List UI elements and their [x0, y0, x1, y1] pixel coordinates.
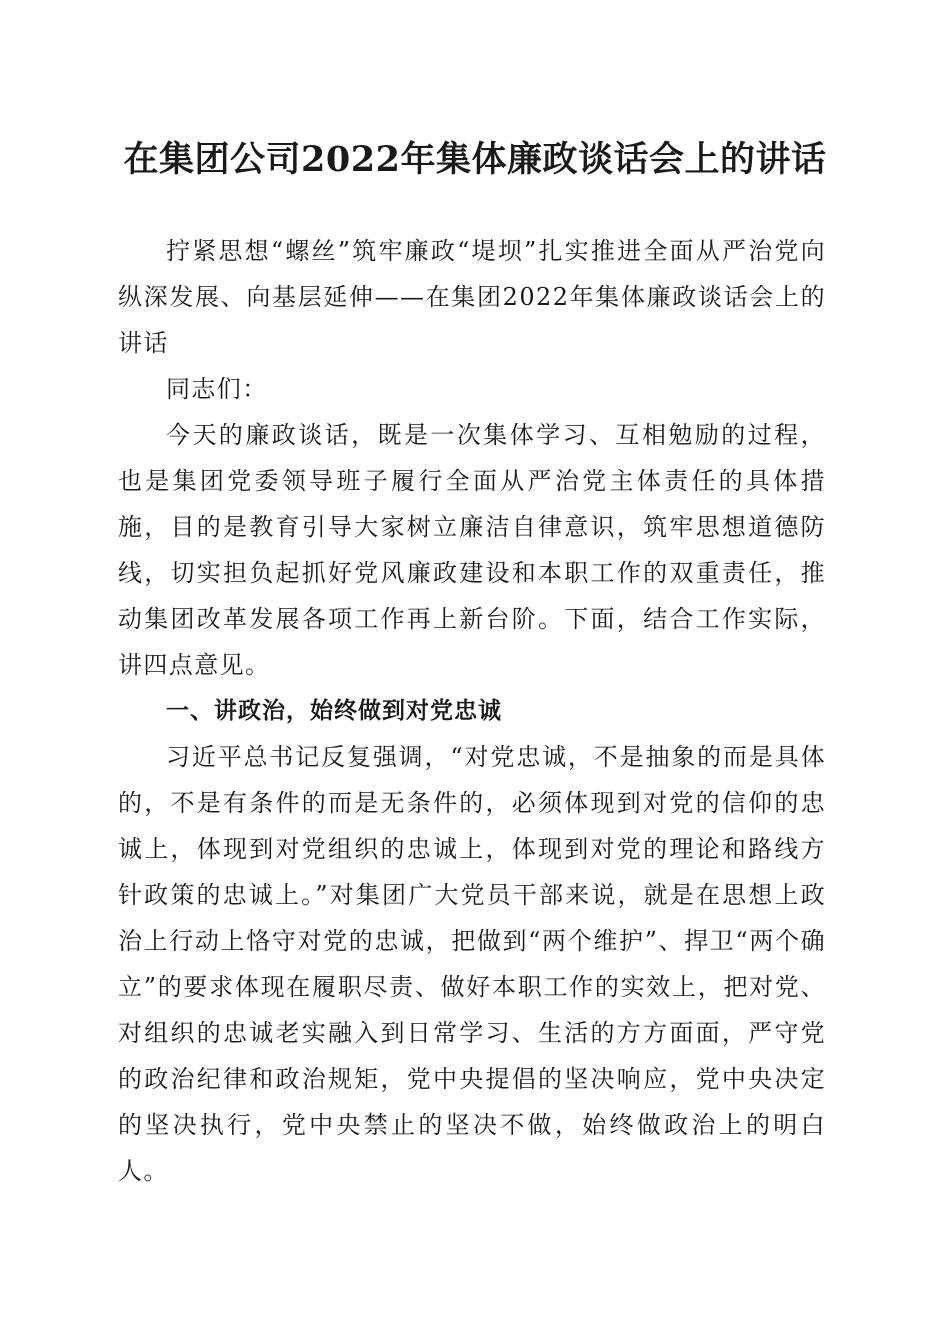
- document-body: [118, 228, 826, 1194]
- intro-paragraph: 今天的廉政谈话，既是一次集体学习、互相勉励的过程，也是集团党委领导班子履行全面从严治党主体责任的具体措施，目的是教育引导大家树立廉洁自律意识，筑牢思想道德防线，切实担负起抓好党风廉政建设和本职工作的双重责任，推动集团改革发展各项工作再上新台阶。下面，结合工作实际，讲四点意见。: [118, 421, 826, 679]
- section-heading: 一、讲政治，始终做到对党忠诚: [166, 698, 502, 724]
- document-title: 在集团公司2022年集体廉政谈话会上的讲话: [123, 139, 827, 180]
- section-paragraph: 习近平总书记反复强调，“对党忠诚，不是抽象的而是具体的，不是有条件的而是无条件的，必须体现到对党的信仰的忠诚上，体现到对党组织的忠诚上，体现到对党的理论和路线方针政策的忠诚上。”对集团广大党员干部来说，就是在思想上政治上行动上恪守对党的忠诚，把做到“两个维护”、捍卫“两个确立”的要求体现在履职尽责、做好本职工作的实效上，把对党、对组织的忠诚老实融入到日常学习、生活的方方面面，严守党的政治纪律和政治规矩，党中央提倡的坚决响应，党中央决定的坚决执行，党中央禁止的坚决不做，始终做政治上的明白人。: [118, 743, 826, 1185]
- subtitle-paragraph: 拧紧思想“螺丝”筑牢廉政“堤坝”扎实推进全面从严治党向纵深发展、向基层延伸——在集团2022年集体廉政谈话会上的讲话: [118, 237, 826, 357]
- salutation: 同志们：: [166, 375, 268, 403]
